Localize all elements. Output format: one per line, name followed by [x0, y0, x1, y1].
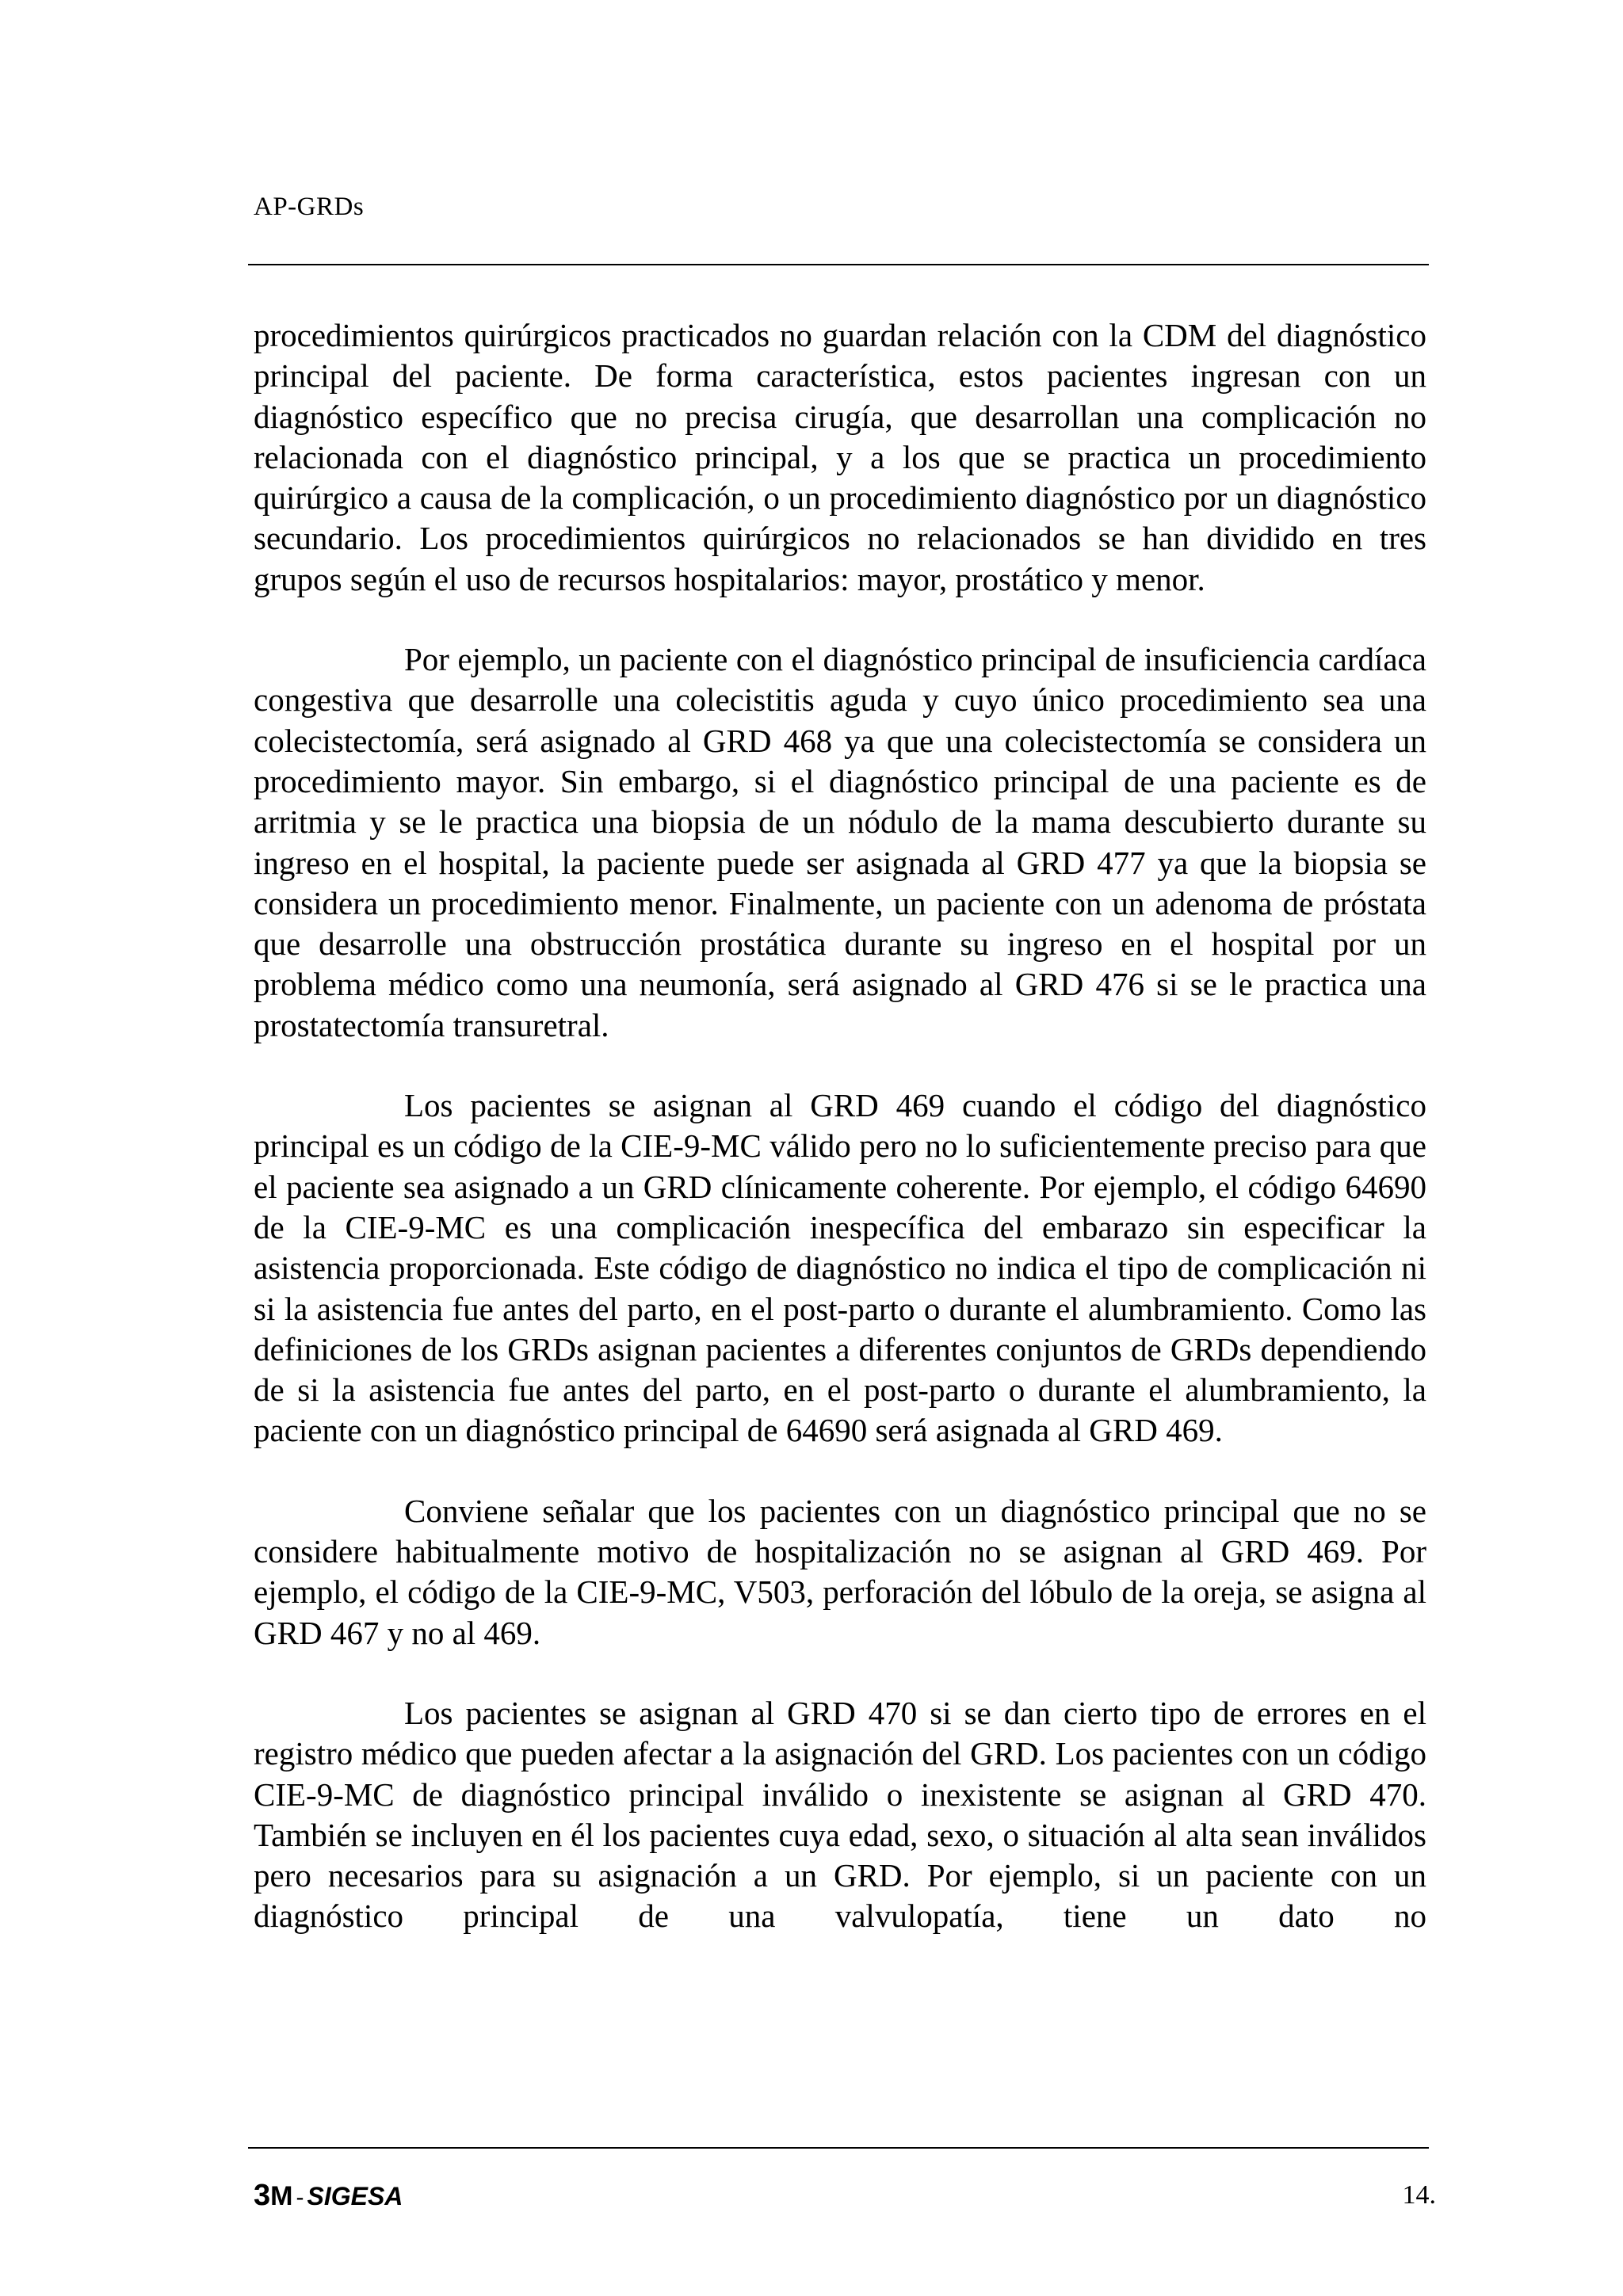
footer-rule [248, 2147, 1429, 2149]
brand-separator: - [296, 2184, 304, 2210]
brand-name: SIGESA [307, 2182, 403, 2210]
running-header: AP-GRDs [254, 193, 365, 221]
header-rule [248, 264, 1429, 265]
paragraph-3: Los pacientes se asignan al GRD 469 cuando el código del diagnóstico principal es un código de la CIE-9-MC válido pero no lo suficientemente preciso para que el paciente sea asignado a un GRD clínicamente coherente. Por ejemplo, el código 64690 de la CIE-9-MC es una complicación inespecífica del embarazo sin especificar la asistencia proporcionada. Este código de diagnóstico no indica el tipo de complicación ni si la asistencia fue antes del parto, en el post-parto o durante el alumbramiento. Como las definiciones de los GRDs asignan pacientes a diferentes conjuntos de GRDs dependiendo de si la asistencia fue antes del parto, en el post-parto o durante el alumbramiento, la paciente con un diagnóstico principal de 64690 será asignada al GRD 469. [254, 1087, 1426, 1449]
brand-number: 3 [254, 2179, 271, 2212]
body-text [254, 315, 1426, 1937]
paragraph-4: Conviene señalar que los pacientes con un diagnóstico principal que no se considere habitualmente motivo de hospitalización no se asignan al GRD 469. Por ejemplo, el código de la CIE-9-MC, V503, perforación del lóbulo de la oreja, se asigna al GRD 467 y no al 469. [254, 1492, 1426, 1651]
footer-brand-logo [254, 2180, 403, 2210]
paragraph-2: Por ejemplo, un paciente con el diagnóstico principal de insuficiencia cardíaca congestiva que desarrolle una colecistitis aguda y cuyo único procedimiento sea una colecistectomía, será asignado al GRD 468 ya que una colecistectomía se considera un procedimiento mayor. Sin embargo, si el diagnóstico principal de una paciente es de arritmia y se le practica una biopsia de un nódulo de la mama descubierto durante su ingreso en el hospital, la paciente puede ser asignada al GRD 477 ya que la biopsia se considera un procedimiento menor. Finalmente, un paciente con un adenoma de próstata que desarrolle una obstrucción prostática durante su ingreso en el hospital por un problema médico como una neumonía, será asignado al GRD 476 si se le practica una prostatectomía transuretral. [254, 641, 1426, 1043]
page-number: 14. [1402, 2180, 1436, 2210]
paragraph-1: procedimientos quirúrgicos practicados no guardan relación con la CDM del diagnóstico principal del paciente. De forma característica, estos pacientes ingresan con un diagnóstico específico que no precisa cirugía, que desarrollan una complicación no relacionada con el diagnóstico principal, y a los que se practica un procedimiento quirúrgico a causa de la complicación, o un procedimiento diagnóstico por un diagnóstico secundario. Los procedimientos quirúrgicos no relacionados se han dividido en tres grupos según el uso de recursos hospitalarios: mayor, prostático y menor. [254, 317, 1426, 597]
paragraph-5: Los pacientes se asignan al GRD 470 si se dan cierto tipo de errores en el registro médico que pueden afectar a la asignación del GRD. Los pacientes con un código CIE-9-MC de diagnóstico principal inválido o inexistente se asignan al GRD 470. También se incluyen en él los pacientes cuya edad, sexo, o situación al alta sean inválidos pero necesarios para su asignación a un GRD. Por ejemplo, si un paciente con un diagnóstico principal de una valvulopatía, tiene un dato no [254, 1694, 1426, 1935]
brand-letter: M [270, 2181, 293, 2211]
